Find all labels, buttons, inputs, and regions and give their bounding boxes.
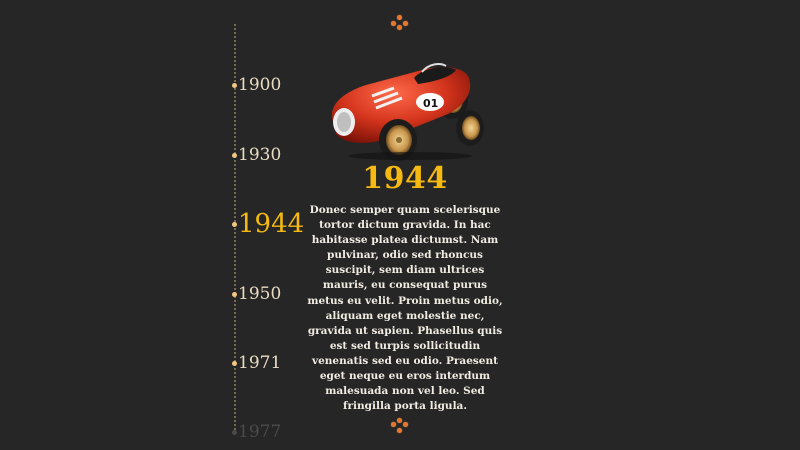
date-label: 1930 xyxy=(238,145,282,165)
timeline-dates xyxy=(0,0,320,450)
date-label: 1971 xyxy=(238,353,282,373)
date-marker-icon xyxy=(232,153,237,158)
issue-description: Donec semper quam scelerisque tortor dictum gravida. In hac habitasse platea dictumst. Nam pulvinar, odio sed rhoncus suscipit, sem diam ultrices mauris, eu consequat purus metus eu velit. Proin metus odio, aliquam eget molestie nec, gravida ut sapien. Phasellus quis est sed turpis sollicitudin venenatis sed eu odio. Praesent eget neque eu eros interdum malesuada non vel leo. Sed fringilla porta ligula. xyxy=(307,204,503,413)
timeline-date-1950[interactable] xyxy=(232,286,281,303)
timeline-date-1944[interactable] xyxy=(232,211,304,237)
race-car-image xyxy=(322,52,487,162)
dot-arrow-up-icon[interactable] xyxy=(389,15,411,31)
date-label: 1977 xyxy=(238,422,282,442)
issue-year-heading: 1944 xyxy=(362,161,448,196)
date-marker-icon xyxy=(232,361,237,366)
timeline-date-1971[interactable] xyxy=(232,355,281,372)
dot-arrow-down-icon[interactable] xyxy=(389,418,411,434)
date-marker-icon xyxy=(232,292,237,297)
date-marker-icon xyxy=(232,430,237,435)
timeline-date-1930[interactable] xyxy=(232,147,281,164)
date-marker-icon xyxy=(232,83,237,88)
timeline-date-1900[interactable] xyxy=(232,77,281,94)
svg-text:01: 01 xyxy=(423,97,439,110)
date-marker-icon xyxy=(232,222,237,227)
timeline-date-1977[interactable] xyxy=(232,424,281,441)
date-label: 1944 xyxy=(238,209,305,239)
date-label: 1950 xyxy=(238,284,282,304)
date-label: 1900 xyxy=(238,75,282,95)
